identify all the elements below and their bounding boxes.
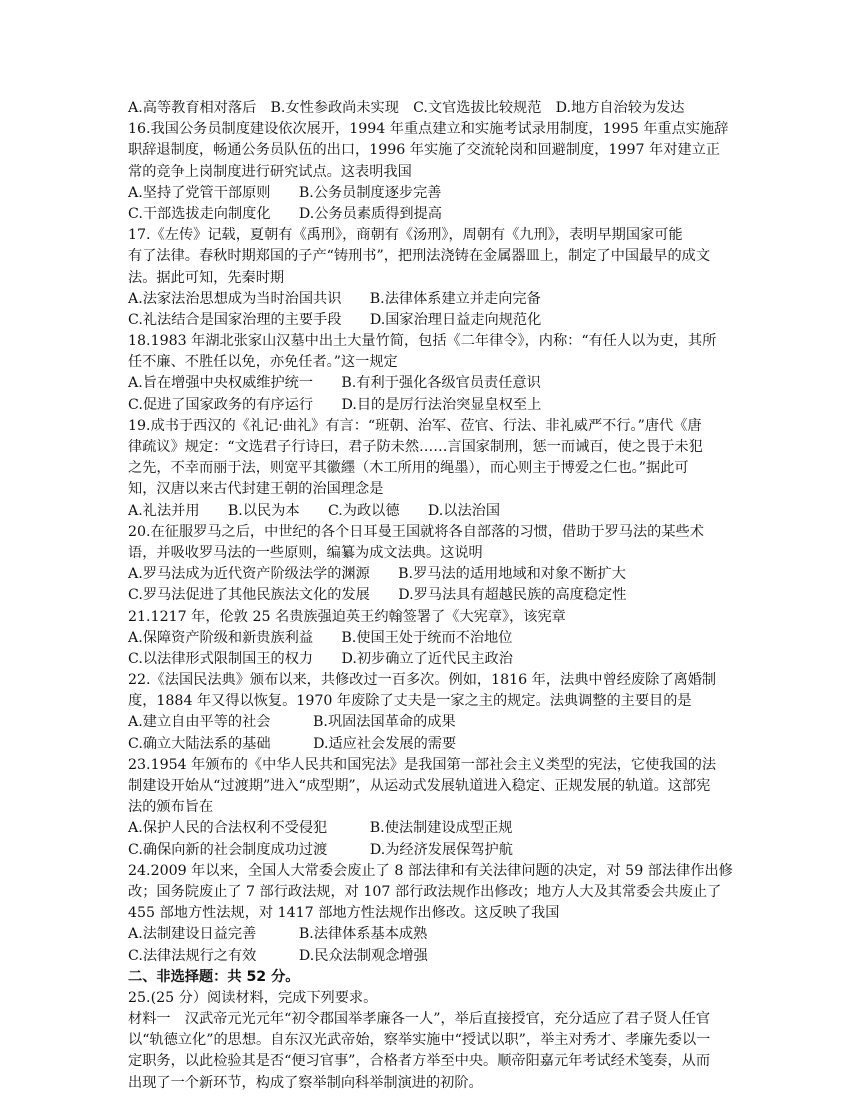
exam-page	[128, 98, 732, 1094]
answer-options-17: A.法家法治思想成为当时治国共识 B.法律体系建立并走向完备	[128, 290, 541, 307]
question-23: 23.1954 年颁布的《中华人民共和国宪法》是我国第一部社会主义类型的宪法，它使我国的法	[128, 756, 717, 773]
question-23-text: 法的颁布旨在	[128, 799, 214, 816]
question-24-text: 455 部地方性法规，对 1417 部地方性法规作出修改。这反映了我国	[128, 905, 560, 922]
question-19: 19.成书于西汉的《礼记·曲礼》有言：“班朝、治军、莅官、行法、非礼威严不行。”唐代《唐	[128, 417, 702, 434]
answer-options-22: C.确立大陆法系的基础 D.适应社会发展的需要	[128, 735, 457, 752]
question-19-text: 知，汉唐以来古代封建王朝的治国理念是	[128, 481, 384, 498]
question-18-text: 任不廉、不胜任以免，亦免任者。”这一规定	[128, 354, 398, 371]
answer-options-21: A.保障资产阶级和新贵族利益 B.使国王处于统而不治地位	[128, 629, 513, 646]
question-22-text: 度，1884 年又得以恢复。1970 年废除了丈夫是一家之主的规定。法典调整的主要目的是	[128, 693, 692, 710]
answer-options-24: C.法律法规行之有效 D.民众法制观念增强	[128, 947, 428, 964]
answer-options-20: A.罗马法成为近代资产阶级法学的渊源 B.罗马法的适用地域和对象不断扩大	[128, 566, 626, 583]
answer-options-23: C.确保向新的社会制度成功过渡 D.为经济发展保驾护航	[128, 841, 513, 858]
question-21: 21.1217 年，伦敦 25 名贵族强迫英王约翰签署了《大宪章》，该宪章	[128, 608, 566, 625]
question-16-text: 常的竞争上岗制度进行研究试点。这表明我国	[128, 163, 412, 180]
answer-options-15: A.高等教育相对落后 B.女性参政尚未实现 C.文官选拔比较规范 D.地方自治较为发达	[128, 100, 685, 116]
answer-options-16: C.干部选拔走向制度化 D.公务员素质得到提高	[128, 205, 442, 222]
question-19-text: 之先，不幸而丽于法，则宽平其徽纆（木工所用的绳墨），而心则主于博爱之仁也。”据此可	[128, 460, 689, 477]
answer-options-22: A.建立自由平等的社会 B.巩固法国革命的成果	[128, 714, 456, 731]
material-one: 材料一 汉武帝元光元年“初令郡国举孝廉各一人”，举后直接授官，充分适应了君子贤人任官	[128, 1011, 711, 1028]
material-one-text: 出现了一个新环节，构成了察举制向科举制演进的初阶。	[128, 1074, 483, 1091]
question-22: 22.《法国民法典》颁布以来，共修改过一百多次。例如，1816 年，法典中曾经废除了离婚制	[128, 672, 717, 689]
material-one-text: 定职务，以此检验其是否“便习官事”，合格者方举至中央。顺帝阳嘉元年考试经术笺奏，从而	[128, 1053, 711, 1070]
answer-options-18: C.促进了国家政务的有序运行 D.目的是厉行法治突显皇权至上	[128, 396, 542, 413]
material-one-text: 以“轨德立化”的思想。自东汉光武帝始，察举实施中“授试以职”，举主对秀才、孝廉先委以一	[128, 1032, 711, 1049]
question-25: 25.(25 分）阅读材料，完成下列要求。	[128, 989, 378, 1006]
question-24: 24.2009 年以来，全国人大常委会废止了 8 部法律和有关法律问题的决定，对 59 部法律作出修	[128, 862, 733, 879]
question-16: 16.我国公务员制度建设依次展开，1994 年重点建立和实施考试录用制度，1995 年重点实施辞	[128, 121, 729, 138]
question-16-text: 职辞退制度，畅通公务员队伍的出口，1996 年实施了交流轮岗和回避制度，1997 年对建立正	[128, 142, 720, 159]
answer-options-23: A.保护人民的合法权利不受侵犯 B.使法制建设成型正规	[128, 820, 513, 837]
question-19-text: 律疏议》规定：“文选君子行诗曰，君子防未然……言国家制刑，惩一而诫百，使之畏于未犯	[128, 439, 703, 455]
question-23-text: 制建设开始从“过渡期”进入“成型期”，从运动式发展轨道进入稳定、正规发展的轨道。这部宪	[128, 778, 711, 794]
question-17-text: 有了法律。春秋时期郑国的子产“铸刑书”，把刑法浇铸在金属器皿上，制定了中国最早的成文	[128, 248, 711, 265]
question-24-text: 改；国务院废止了 7 部行政法规，对 107 部行政法规作出修改；地方人大及其常委会共废止了	[128, 883, 722, 900]
question-20-text: 语，并吸收罗马法的一些原则，编纂为成文法典。这说明	[128, 544, 483, 561]
answer-options-20: C.罗马法促进了其他民族法文化的发展 D.罗马法具有超越民族的高度稳定性	[128, 587, 627, 604]
answer-options-17: C.礼法结合是国家治理的主要手段 D.国家治理日益走向规范化	[128, 311, 542, 328]
question-20: 20.在征服罗马之后，中世纪的各个日耳曼王国就将各自部落的习惯，借助于罗马法的某些术	[128, 523, 704, 540]
question-17-text: 法。据此可知，先秦时期	[128, 269, 285, 286]
answer-options-19: A.礼法并用 B.以民为本 C.为政以德 D.以法治国	[128, 502, 501, 519]
question-17: 17.《左传》记载，夏朝有《禹刑》，商朝有《汤刑》，周朝有《九刑》，表明早期国家可能	[128, 227, 683, 244]
answer-options-24: A.法制建设日益完善 B.法律体系基本成熟	[128, 926, 428, 943]
question-18: 18.1983 年湖北张家山汉墓中出土大量竹简，包括《二年律令》，内称：“有任人以为吏，其所	[128, 333, 717, 350]
answer-options-18: A.旨在增强中央权威维护统一 B.有利于强化各级官员责任意识	[128, 375, 541, 392]
section-heading: 二、非选择题：共 52 分。	[128, 968, 300, 985]
answer-options-16: A.坚持了党管干部原则 B.公务员制度逐步完善	[128, 184, 442, 201]
answer-options-21: C.以法律形式限制国王的权力 D.初步确立了近代民主政治	[128, 650, 513, 667]
